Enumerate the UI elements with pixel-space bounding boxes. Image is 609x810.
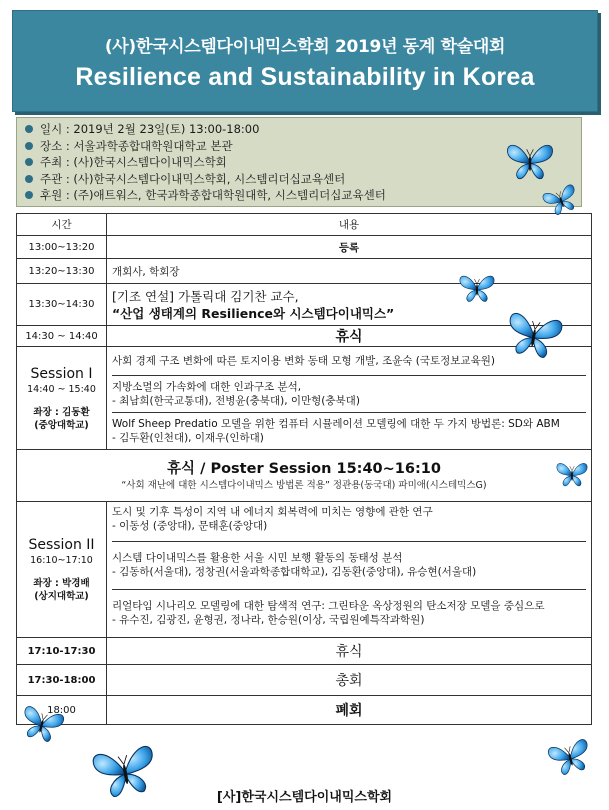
butterfly-icon (501, 305, 567, 364)
session1-title: Session I (30, 365, 93, 382)
paper-title: 리얼타임 시나리오 모델링에 대한 탐색적 연구: 그린타운 옥상정원의 탄소저장 모델을 중심으로 (112, 600, 545, 612)
row-time: 17:10-17:30 (17, 638, 107, 665)
header-banner (12, 10, 598, 112)
butterfly-icon (544, 733, 596, 781)
paper-item (112, 502, 586, 541)
row-content: 총회 (107, 665, 592, 696)
event-info-box (16, 117, 582, 207)
session1-papers (107, 347, 592, 450)
row-content: 휴식 (107, 326, 592, 347)
paper-title: 사회 경제 구조 변화에 따른 토지이용 변화 동태 모형 개발, 조윤숙 (국토정보교육원) (112, 355, 495, 367)
table-row (17, 638, 592, 665)
paper-item (112, 412, 586, 449)
paper-authors: - 이동성 (중앙대), 문태훈(중앙대) (112, 520, 268, 532)
session2-papers (107, 502, 592, 638)
butterfly-icon (87, 737, 162, 806)
row-content: 폐회 (107, 696, 592, 725)
row-content: 개회사, 학회장 (107, 259, 592, 284)
col-header-content: 내용 (107, 214, 592, 236)
keynote-line1: [기조 연설] 가톨릭대 김기찬 교수, (112, 288, 299, 304)
paper-item (112, 375, 586, 412)
paper-authors: - 유수진, 김광진, 윤형권, 정나라, 한승원(이상, 국립원예특작과학원) (112, 614, 425, 626)
row-time: 18:00 (17, 696, 107, 725)
session2-affil: (상지대학교) (34, 591, 89, 602)
bullet-icon (25, 175, 33, 183)
table-row (17, 236, 592, 259)
row-time: 17:30-18:00 (17, 665, 107, 696)
session1-time: 14:40 ~ 15:40 (27, 383, 96, 395)
poster-cell (17, 450, 592, 502)
header-subtitle: (사)한국시스템다이내믹스학회 2019년 동계 학술대회 (104, 37, 506, 57)
session2-label (17, 502, 107, 638)
keynote-line2: “산업 생태계의 Resilience와 시스템다이내믹스” (112, 305, 395, 321)
paper-authors: - 최남희(한국교통대), 전병윤(충북대), 이만형(충북대) (112, 395, 360, 407)
session1-affil: (중앙대학교) (34, 419, 89, 431)
table-header-row (17, 214, 592, 236)
row-time: 14:30 ~ 14:40 (17, 326, 107, 347)
butterfly-icon (458, 272, 496, 304)
table-row (17, 259, 592, 284)
session1-chair: 좌장 : 김동환 (33, 406, 90, 418)
row-time: 13:20~13:30 (17, 259, 107, 284)
row-time: 13:00~13:20 (17, 236, 107, 259)
header-title: Resilience and Sustainability in Korea (75, 63, 535, 91)
session1-row (17, 347, 592, 450)
info-row-host: 주최 : (사)한국시스템다이내믹스학회 (25, 154, 581, 171)
table-row (17, 284, 592, 326)
info-row-organizer: 주관 : (사)한국시스템다이내믹스학회, 시스템리더십교육센터 (25, 171, 581, 188)
poster-title: 휴식 / Poster Session 15:40~16:10 (167, 460, 441, 477)
col-header-time: 시간 (17, 214, 107, 236)
bullet-icon (25, 158, 33, 166)
row-time: 13:30~14:30 (17, 284, 107, 326)
paper-authors: - 김두환(인천대), 이재우(인하대) (112, 432, 264, 444)
row-content: 등록 (107, 236, 592, 259)
row-content: 휴식 (107, 638, 592, 665)
session2-time: 16:10~17:10 (30, 555, 93, 566)
info-row-venue: 장소 : 서울과학종합대학원대학교 본관 (25, 138, 581, 155)
paper-authors: - 김동하(서울대), 정창권(서울과학종합대학교), 김동환(중앙대), 유승현(서울대) (112, 566, 477, 578)
paper-item (112, 589, 586, 637)
table-row (17, 665, 592, 696)
paper-title: 시스템 다이내믹스를 활용한 서울 시민 보행 활동의 동태성 분석 (112, 552, 403, 564)
session2-title: Session II (28, 537, 95, 553)
poster-subtitle: “사회 재난에 대한 시스템다이내믹스 방법론 적용” 정관용(동국대) 파미애(시스테믹스G) (121, 479, 487, 491)
butterfly-icon (555, 460, 589, 488)
paper-title: 지방소멸의 가속화에 대한 인과구조 분석, (112, 381, 302, 393)
bullet-icon (25, 191, 33, 199)
butterfly-icon (505, 140, 555, 182)
schedule-table (16, 213, 592, 725)
paper-item (112, 541, 586, 589)
bullet-icon (25, 125, 33, 133)
paper-title: Wolf Sheep Predatio 모델을 위한 컴퓨터 시뮬레이션 모델링에 대한 두 가지 방법론: SD와 ABM (112, 418, 560, 430)
session2-chair: 좌장 : 박경배 (33, 578, 90, 589)
paper-title: 도시 및 기후 특성이 지역 내 에너지 회복력에 미치는 영향에 관한 연구 (112, 506, 433, 518)
bullet-icon (25, 142, 33, 150)
info-row-sponsor: 후원 : (주)애트워스, 한국과학종합대학원대학, 시스템리더십교육센터 (25, 187, 581, 204)
footer-organization: [사]한국시스템다이내믹스학회 (216, 790, 393, 805)
session1-label (17, 347, 107, 450)
table-row (17, 696, 592, 725)
info-row-date: 일시 : 2019년 2월 23일(토) 13:00-18:00 (25, 121, 581, 138)
poster-row (17, 450, 592, 502)
session2-row (17, 502, 592, 638)
